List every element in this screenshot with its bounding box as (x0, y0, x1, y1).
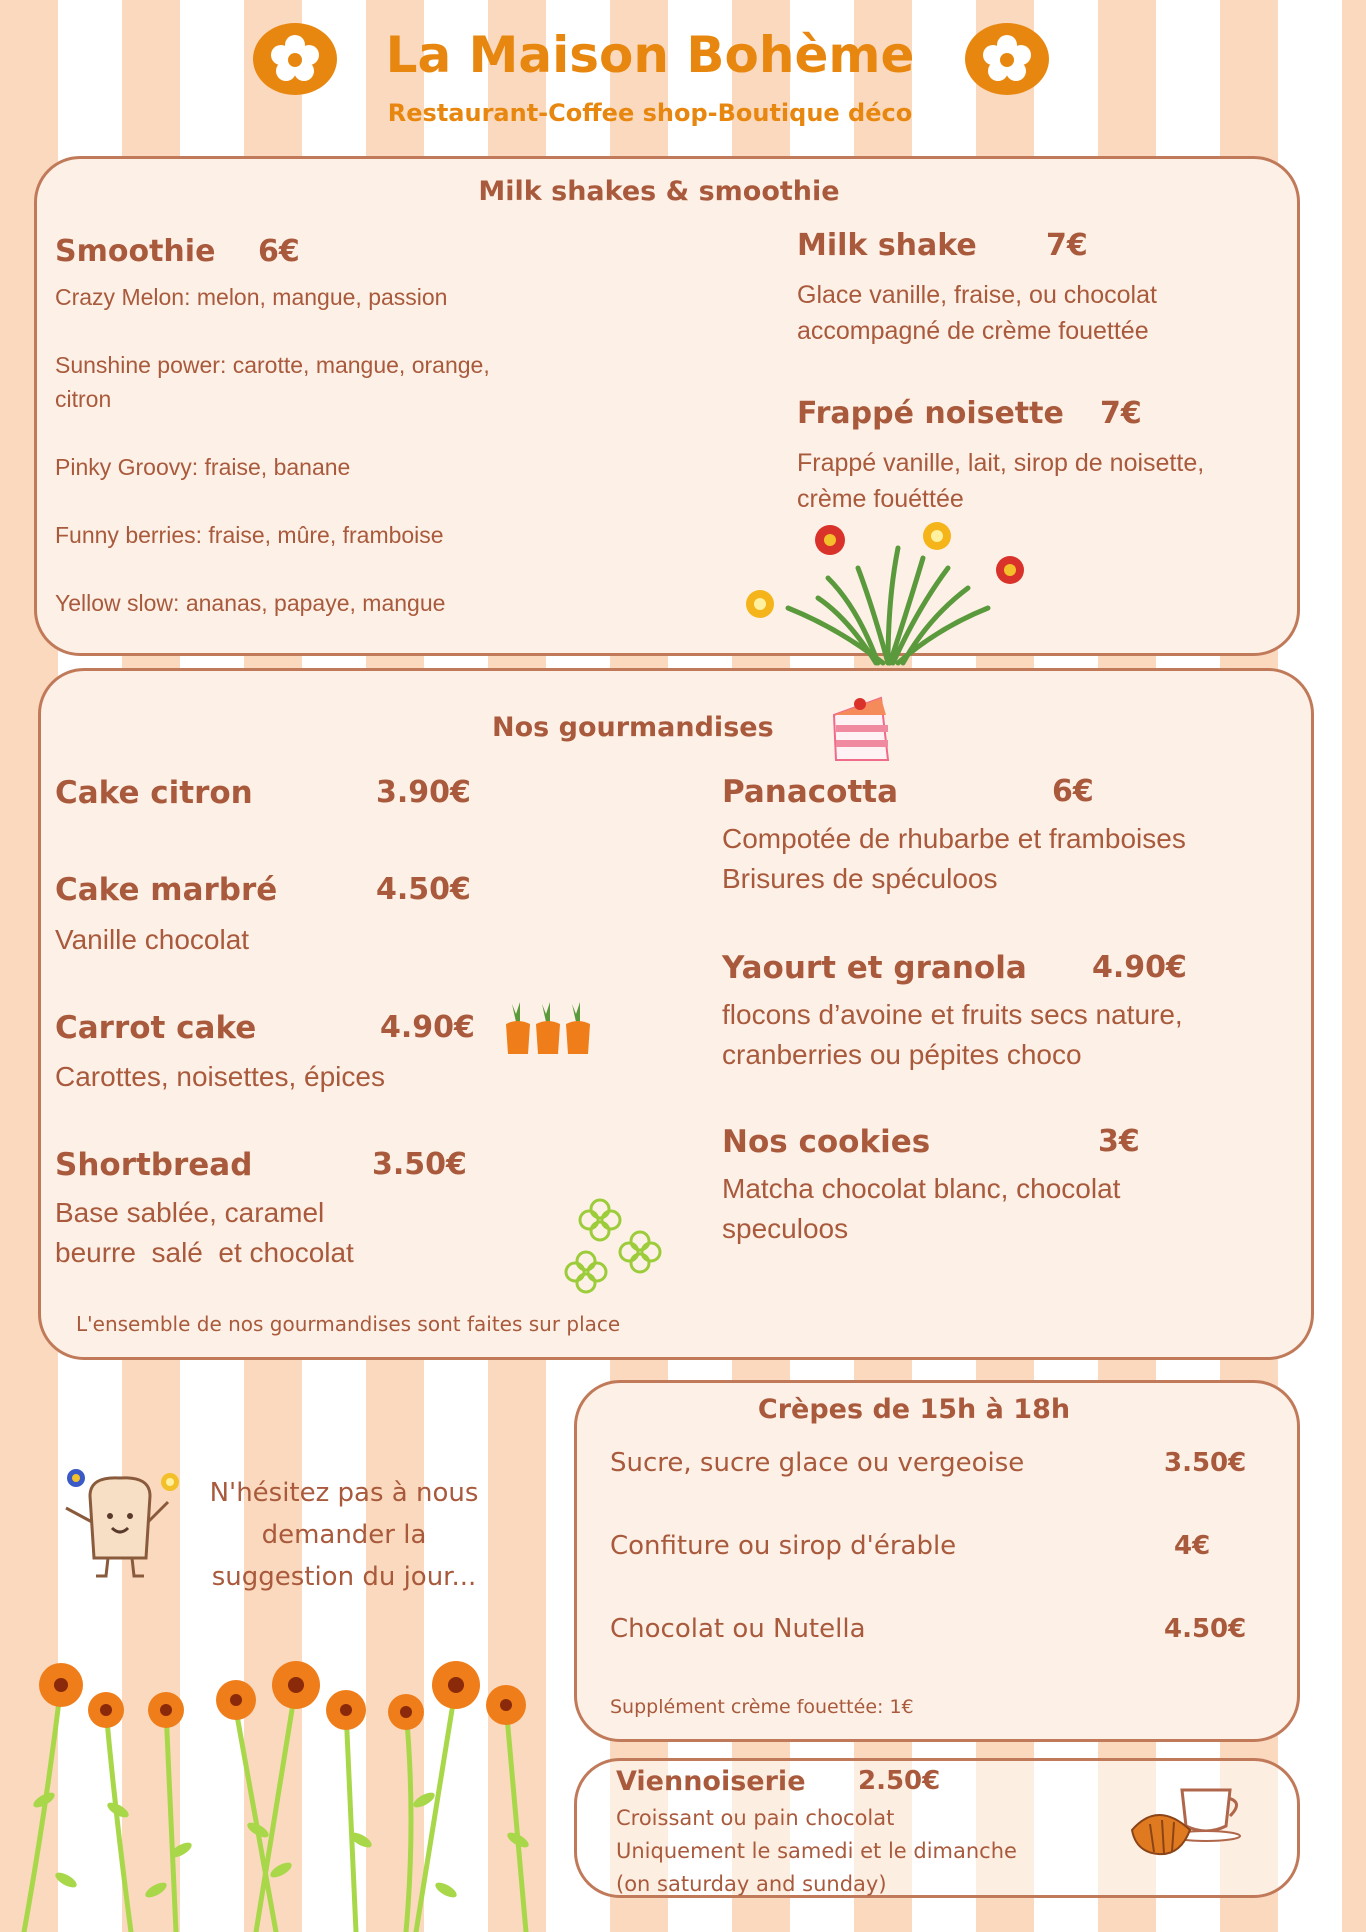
viennoiserie-line: (on saturday and sunday) (616, 1872, 887, 1896)
smoothie-price: 6€ (258, 234, 300, 269)
flower-logo-icon (964, 22, 1050, 96)
sweet-price: 4.50€ (376, 872, 471, 907)
frappe-line: Frappé vanille, lait, sirop de noisette, (797, 449, 1205, 477)
smoothie-line: citron (55, 386, 112, 412)
flower-logo-icon (252, 22, 338, 96)
carrots-icon (502, 1000, 590, 1056)
viennoiserie-line: Croissant ou pain chocolat (616, 1806, 895, 1830)
milkshake-line: accompagné de crème fouettée (797, 317, 1149, 345)
sweet-name: Cake citron (55, 775, 253, 811)
sweet-name: Nos cookies (722, 1124, 931, 1160)
milkshake-line: Glace vanille, fraise, ou chocolat (797, 281, 1157, 309)
frappe-price: 7€ (1100, 396, 1142, 431)
sweet-price: 4.90€ (380, 1010, 475, 1045)
sweet-price: 6€ (1052, 774, 1094, 809)
sweet-desc: flocons d’avoine et fruits secs nature, (722, 999, 1183, 1030)
sweet-price: 3.50€ (372, 1147, 467, 1182)
crepe-name: Sucre, sucre glace ou vergeoise (610, 1448, 1025, 1478)
milkshake-name: Milk shake (797, 228, 977, 263)
clover-flowers-icon (556, 1192, 666, 1300)
viennoiserie-line: Uniquement le samedi et le dimanche (616, 1839, 1017, 1863)
sweet-name: Cake marbré (55, 872, 278, 908)
smoothie-line: Sunshine power: carotte, mangue, orange, (55, 352, 490, 378)
sweets-footnote: L'ensemble de nos gourmandises sont faites sur place (76, 1312, 621, 1336)
sweet-name: Yaourt et granola (722, 950, 1027, 986)
sweet-name: Panacotta (722, 774, 899, 810)
sweet-name: Carrot cake (55, 1010, 257, 1046)
crepes-supplement: Supplément crème fouettée: 1€ (610, 1696, 914, 1718)
sweet-desc: Carottes, noisettes, épices (55, 1061, 385, 1092)
sweet-desc: speculoos (722, 1213, 849, 1244)
smoothie-name: Smoothie (55, 234, 216, 269)
viennoiserie-price: 2.50€ (858, 1766, 941, 1796)
sweet-desc: Brisures de spéculoos (722, 863, 998, 894)
sweet-price: 3€ (1098, 1124, 1140, 1159)
toast-mascot-icon (52, 1462, 188, 1582)
sweets-heading: Nos gourmandises (492, 712, 774, 743)
crepe-name: Chocolat ou Nutella (610, 1614, 866, 1644)
sweet-desc: Base sablée, caramel (55, 1197, 325, 1228)
smoothie-line: Funny berries: fraise, mûre, framboise (55, 522, 444, 548)
suggestion-line: suggestion du jour... (211, 1562, 477, 1592)
crepes-panel (574, 1380, 1300, 1742)
sweet-price: 3.90€ (376, 775, 471, 810)
page-title: La Maison Bohème (385, 26, 915, 84)
crepe-name: Confiture ou sirop d'érable (610, 1531, 957, 1561)
crepe-price: 4€ (1174, 1531, 1211, 1561)
sweet-desc: Matcha chocolat blanc, chocolat (722, 1173, 1121, 1204)
viennoiserie-name: Viennoiserie (616, 1766, 806, 1797)
sweet-price: 4.90€ (1092, 950, 1187, 985)
drinks-heading: Milk shakes & smoothie (478, 176, 840, 207)
orange-flowers-icon (6, 1650, 556, 1932)
smoothie-line: Yellow slow: ananas, papaye, mangue (55, 590, 446, 616)
sweet-desc: Vanille chocolat (55, 924, 250, 955)
croissant-coffee-icon (1128, 1780, 1246, 1860)
smoothie-line: Pinky Groovy: fraise, banane (55, 454, 351, 480)
frappe-name: Frappé noisette (797, 396, 1064, 431)
page-subtitle: Restaurant-Coffee shop-Boutique déco (387, 99, 913, 127)
frappe-line: crème fouéttée (797, 485, 964, 513)
crepe-price: 4.50€ (1164, 1614, 1247, 1644)
sweet-desc: cranberries ou pépites choco (722, 1039, 1082, 1070)
sweet-name: Shortbread (55, 1147, 253, 1183)
sweet-desc: Compotée de rhubarbe et framboises (722, 823, 1186, 854)
suggestion-line: demander la (261, 1520, 427, 1550)
crepes-heading: Crèpes de 15h à 18h (757, 1394, 1071, 1425)
smoothie-line: Crazy Melon: melon, mangue, passion (55, 284, 448, 310)
milkshake-price: 7€ (1046, 228, 1088, 263)
crepe-price: 3.50€ (1164, 1448, 1247, 1478)
cake-slice-icon (826, 690, 896, 770)
sweet-desc: beurre salé et chocolat (55, 1237, 354, 1268)
suggestion-line: N'hésitez pas à nous (209, 1478, 479, 1508)
flower-bush-icon (738, 518, 1038, 668)
